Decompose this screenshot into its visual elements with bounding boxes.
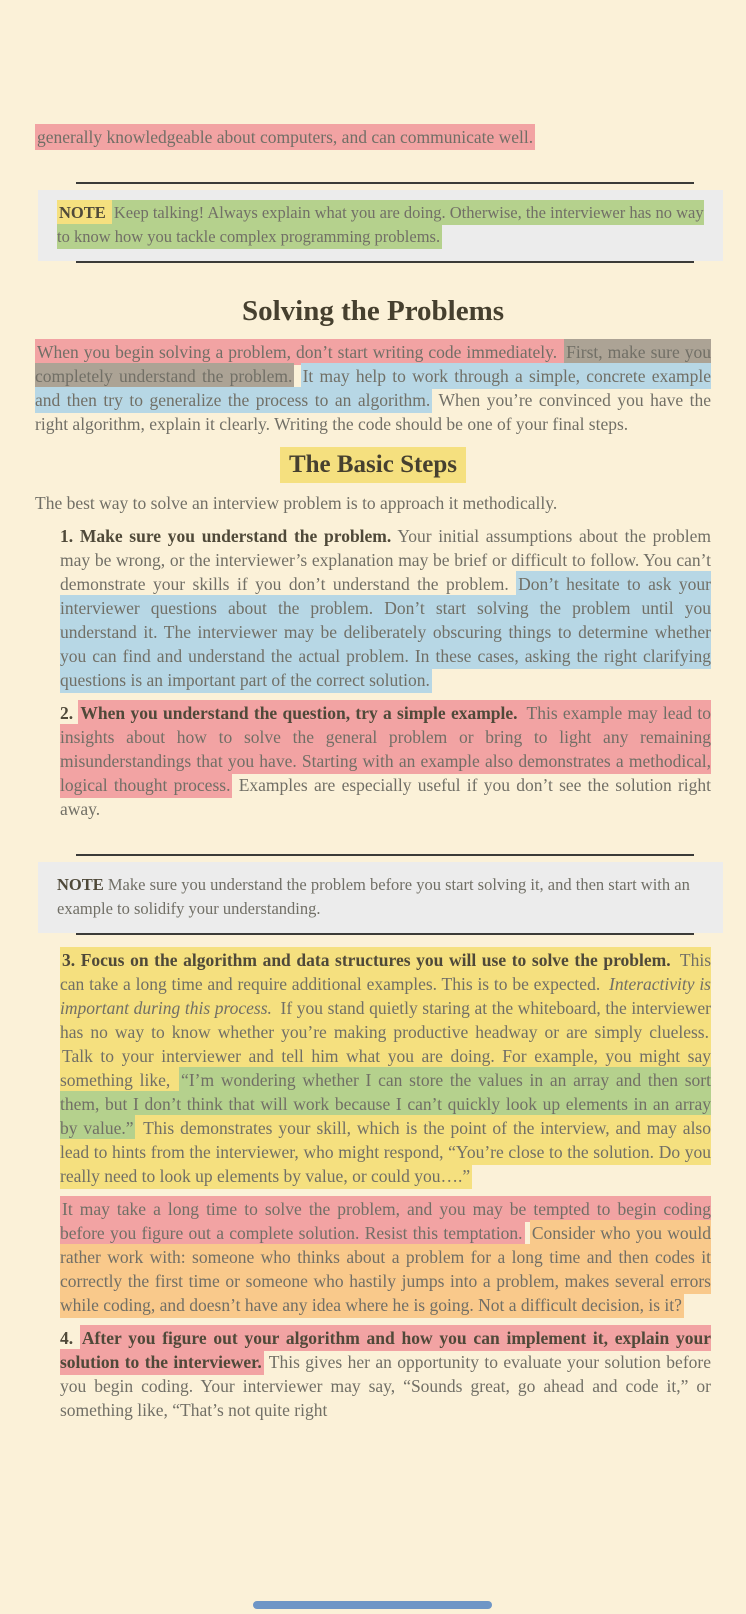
highlight-yellow: If you stand quietly staring at the whiteboard, the interviewer has no way to know whether you’re making productive headway or are simply clueless. [60, 995, 711, 1045]
note-body [38, 862, 723, 933]
highlight-yellow: This demonstrates your skill, which is the point of the interview, and may also lead to hints from the interviewer, who might respond, “You’re close to the solution. Do you really need to look up elements by value, or could you….” [60, 1115, 711, 1189]
text-run: 1. Make sure you understand the problem. [60, 526, 392, 546]
note-box [38, 182, 723, 263]
note-box [38, 854, 723, 935]
highlight-pink: This example may lead to insights about how to solve the general problem or bring to light any remaining misunderstandings that you have. Starting with an example also demonstrates a methodical, logical thought process. [60, 700, 711, 798]
highlight-pink: generally knowledgeable about computers, and can communicate well. [35, 124, 535, 150]
highlight-pink: When you begin solving a problem, don’t start writing code immediately. [35, 339, 564, 365]
paragraph [35, 491, 711, 515]
highlight-pink: When you understand the question, try a simple example. [78, 700, 519, 726]
highlight-gray: First, make sure you completely understand the problem. [35, 339, 711, 389]
highlight-orange: Consider who you would rather work with: someone who thinks about a problem for a long time and then codes it correctly the first time or someone who hastily jumps into a problem, makes several errors while coding, and doesn’t have any idea where he is going. Not a difficult decision, is it? [60, 1220, 711, 1318]
section-title [35, 449, 711, 481]
text-run: 2. [60, 703, 79, 723]
page-content [0, 125, 746, 1422]
note-bottom-rule [76, 933, 694, 935]
note-top-rule [76, 182, 694, 184]
chapter-title [35, 293, 711, 330]
paragraph [60, 948, 711, 1188]
highlight-blue: Don’t hesitate to ask your interviewer questions about the problem. Don’t start solving the problem until you understand it. The interviewer may be deliberately obscuring things to determine whether you can find and understand the actual problem. In these cases, asking the right clarifying questions is an important part of the correct solution. [60, 571, 711, 693]
highlight-green: Keep talking! Always explain what you are doing. Otherwise, the interviewer has no way to know how you tackle complex programming problems. [57, 200, 704, 249]
highlight-yellow: 3. Focus on the algorithm and data structures you will use to solve the problem. [60, 947, 673, 973]
text-run: Make sure you understand the problem before you start solving it, and then start with an example to solidify your understanding. [57, 875, 690, 918]
text-run [294, 366, 300, 386]
note-text [57, 201, 707, 248]
highlight-yellow: NOTE [57, 200, 112, 225]
progress-indicator[interactable] [253, 1601, 492, 1609]
note-top-rule [76, 854, 694, 856]
note-bottom-rule [76, 261, 694, 263]
highlight-pink: It may take a long time to solve the problem, and you may be tempted to begin coding before you figure out a complete solution. Resist this temptation. [60, 1196, 711, 1246]
text-run: This gives her an opportunity to evaluate your solution before you begin coding. Your interviewer may say, “Sounds great, go ahead and code it,” or something like, “That’s not quite right [60, 1352, 711, 1420]
note-text [57, 873, 707, 920]
paragraph [35, 340, 711, 436]
paragraph [60, 524, 711, 692]
highlight-blue: It may help to work through a simple, concrete example and then try to generalize the process to an algorithm. [35, 363, 711, 413]
highlight-yellow: Talk to your interviewer and tell him what you are doing. For example, you might say something like, [60, 1043, 711, 1093]
text-run: When you’re convinced you have the right algorithm, explain it clearly. Writing the code should be one of your final steps. [35, 390, 711, 434]
text-run: Your initial assumptions about the problem may be wrong, or the interviewer’s explanation may be brief or difficult to follow. You can’t demonstrate your skills if you don’t understand the problem. [60, 526, 711, 594]
paragraph [60, 1197, 711, 1317]
heading-text: The Basic Steps [280, 447, 466, 483]
paragraph [35, 125, 711, 149]
highlight-yellow: Interactivity is important during this process. [60, 971, 711, 1021]
heading-text: Solving the Problems [241, 295, 505, 327]
highlight-yellow: This can take a long time and require additional examples. This is to be expected. [60, 947, 711, 997]
text-run: The best way to solve an interview problem is to approach it methodically. [35, 493, 558, 513]
highlight-green: “I’m wondering whether I can store the values in an array and then sort them, but I don’t think that will work because I can’t quickly look up elements in an array by value.” [60, 1067, 711, 1141]
text-run: NOTE [57, 875, 108, 894]
text-run: 4. [60, 1328, 80, 1348]
text-run: Examples are especially useful if you don’t see the solution right away. [60, 775, 712, 819]
highlight-pink: After you figure out your algorithm and how you can implement it, explain your solution to the interviewer. [60, 1325, 711, 1375]
paragraph [60, 701, 711, 821]
paragraph [60, 1326, 711, 1422]
note-body [38, 190, 723, 261]
